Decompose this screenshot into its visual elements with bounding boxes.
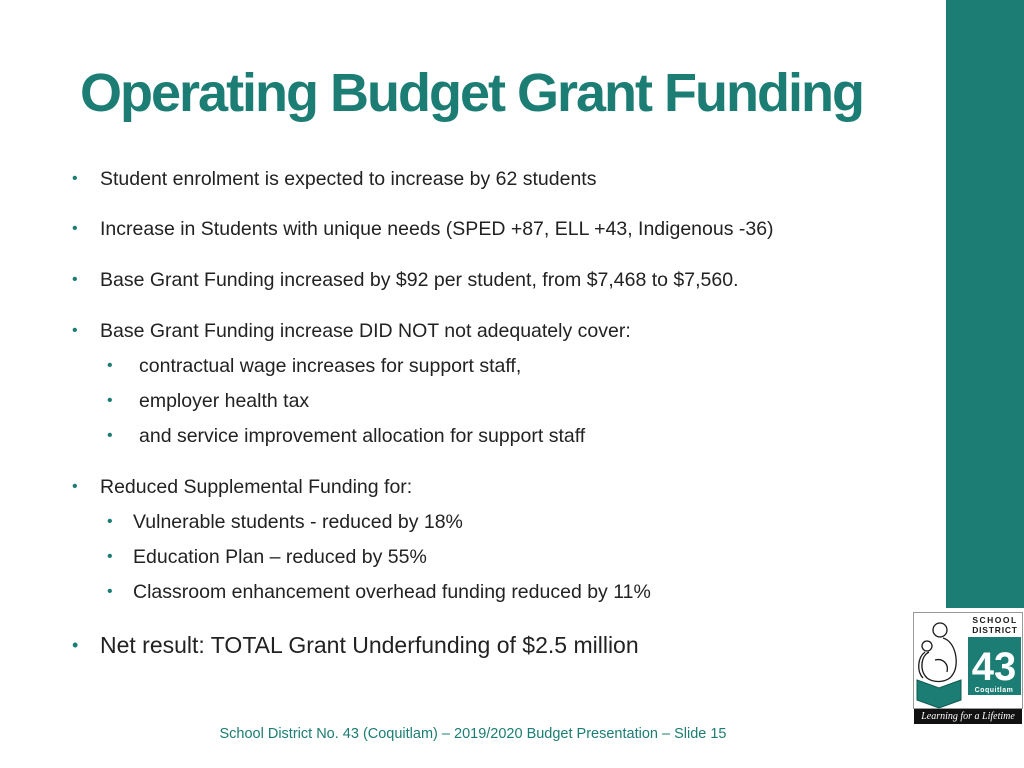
sub-bullet-vulnerable: • Vulnerable students - reduced by 18% bbox=[107, 511, 463, 533]
bullet-icon: • bbox=[107, 357, 113, 374]
bullet-icon: • bbox=[107, 513, 113, 530]
bullet-icon: • bbox=[72, 322, 78, 339]
slide-title: Operating Budget Grant Funding bbox=[80, 63, 863, 123]
slide-footer: School District No. 43 (Coquitlam) – 2019/2020 Budget Presentation – Slide 15 bbox=[219, 726, 727, 742]
logo-school: SCHOOL bbox=[972, 615, 1018, 625]
sub-bullet-health-tax: • employer health tax bbox=[107, 390, 310, 412]
bullet-icon: • bbox=[72, 170, 78, 187]
bullet-not-covered: • Base Grant Funding increase DID NOT not adequately cover: bbox=[72, 320, 631, 342]
bullet-icon: • bbox=[107, 548, 113, 565]
bullet-icon: • bbox=[72, 271, 78, 288]
logo-tagline: Learning for a Lifetime bbox=[914, 709, 1022, 724]
bullet-icon: • bbox=[107, 427, 113, 444]
bullet-icon: • bbox=[72, 478, 78, 495]
bullet-enrolment: • Student enrolment is expected to increase by 62 students bbox=[72, 168, 597, 190]
logo-city: Coquitlam bbox=[974, 687, 1014, 694]
sub-bullet-education-plan: • Education Plan – reduced by 55% bbox=[107, 546, 427, 568]
bullet-icon: • bbox=[72, 635, 79, 655]
bullet-net-result: • Net result: TOTAL Grant Underfunding of $2.5 million bbox=[72, 632, 639, 658]
district-logo bbox=[913, 612, 1023, 724]
bullet-icon: • bbox=[72, 220, 78, 237]
bullet-supplemental: • Reduced Supplemental Funding for: bbox=[72, 476, 413, 498]
bullet-icon: • bbox=[107, 583, 113, 600]
bullet-base-grant: • Base Grant Funding increased by $92 per student, from $7,468 to $7,560. bbox=[72, 269, 739, 291]
sub-bullet-service: • and service improvement allocation for support staff bbox=[107, 425, 586, 447]
logo-number: 43 bbox=[971, 645, 1017, 689]
sub-bullet-classroom: • Classroom enhancement overhead funding reduced by 11% bbox=[107, 581, 651, 603]
logo-district: DISTRICT bbox=[972, 625, 1018, 635]
decorative-sidebar bbox=[946, 0, 1024, 608]
sub-bullet-wage: • contractual wage increases for support staff, bbox=[107, 355, 522, 377]
bullet-unique-needs: • Increase in Students with unique needs (SPED +87, ELL +43, Indigenous -36) bbox=[72, 218, 774, 240]
bullet-icon: • bbox=[107, 392, 113, 409]
